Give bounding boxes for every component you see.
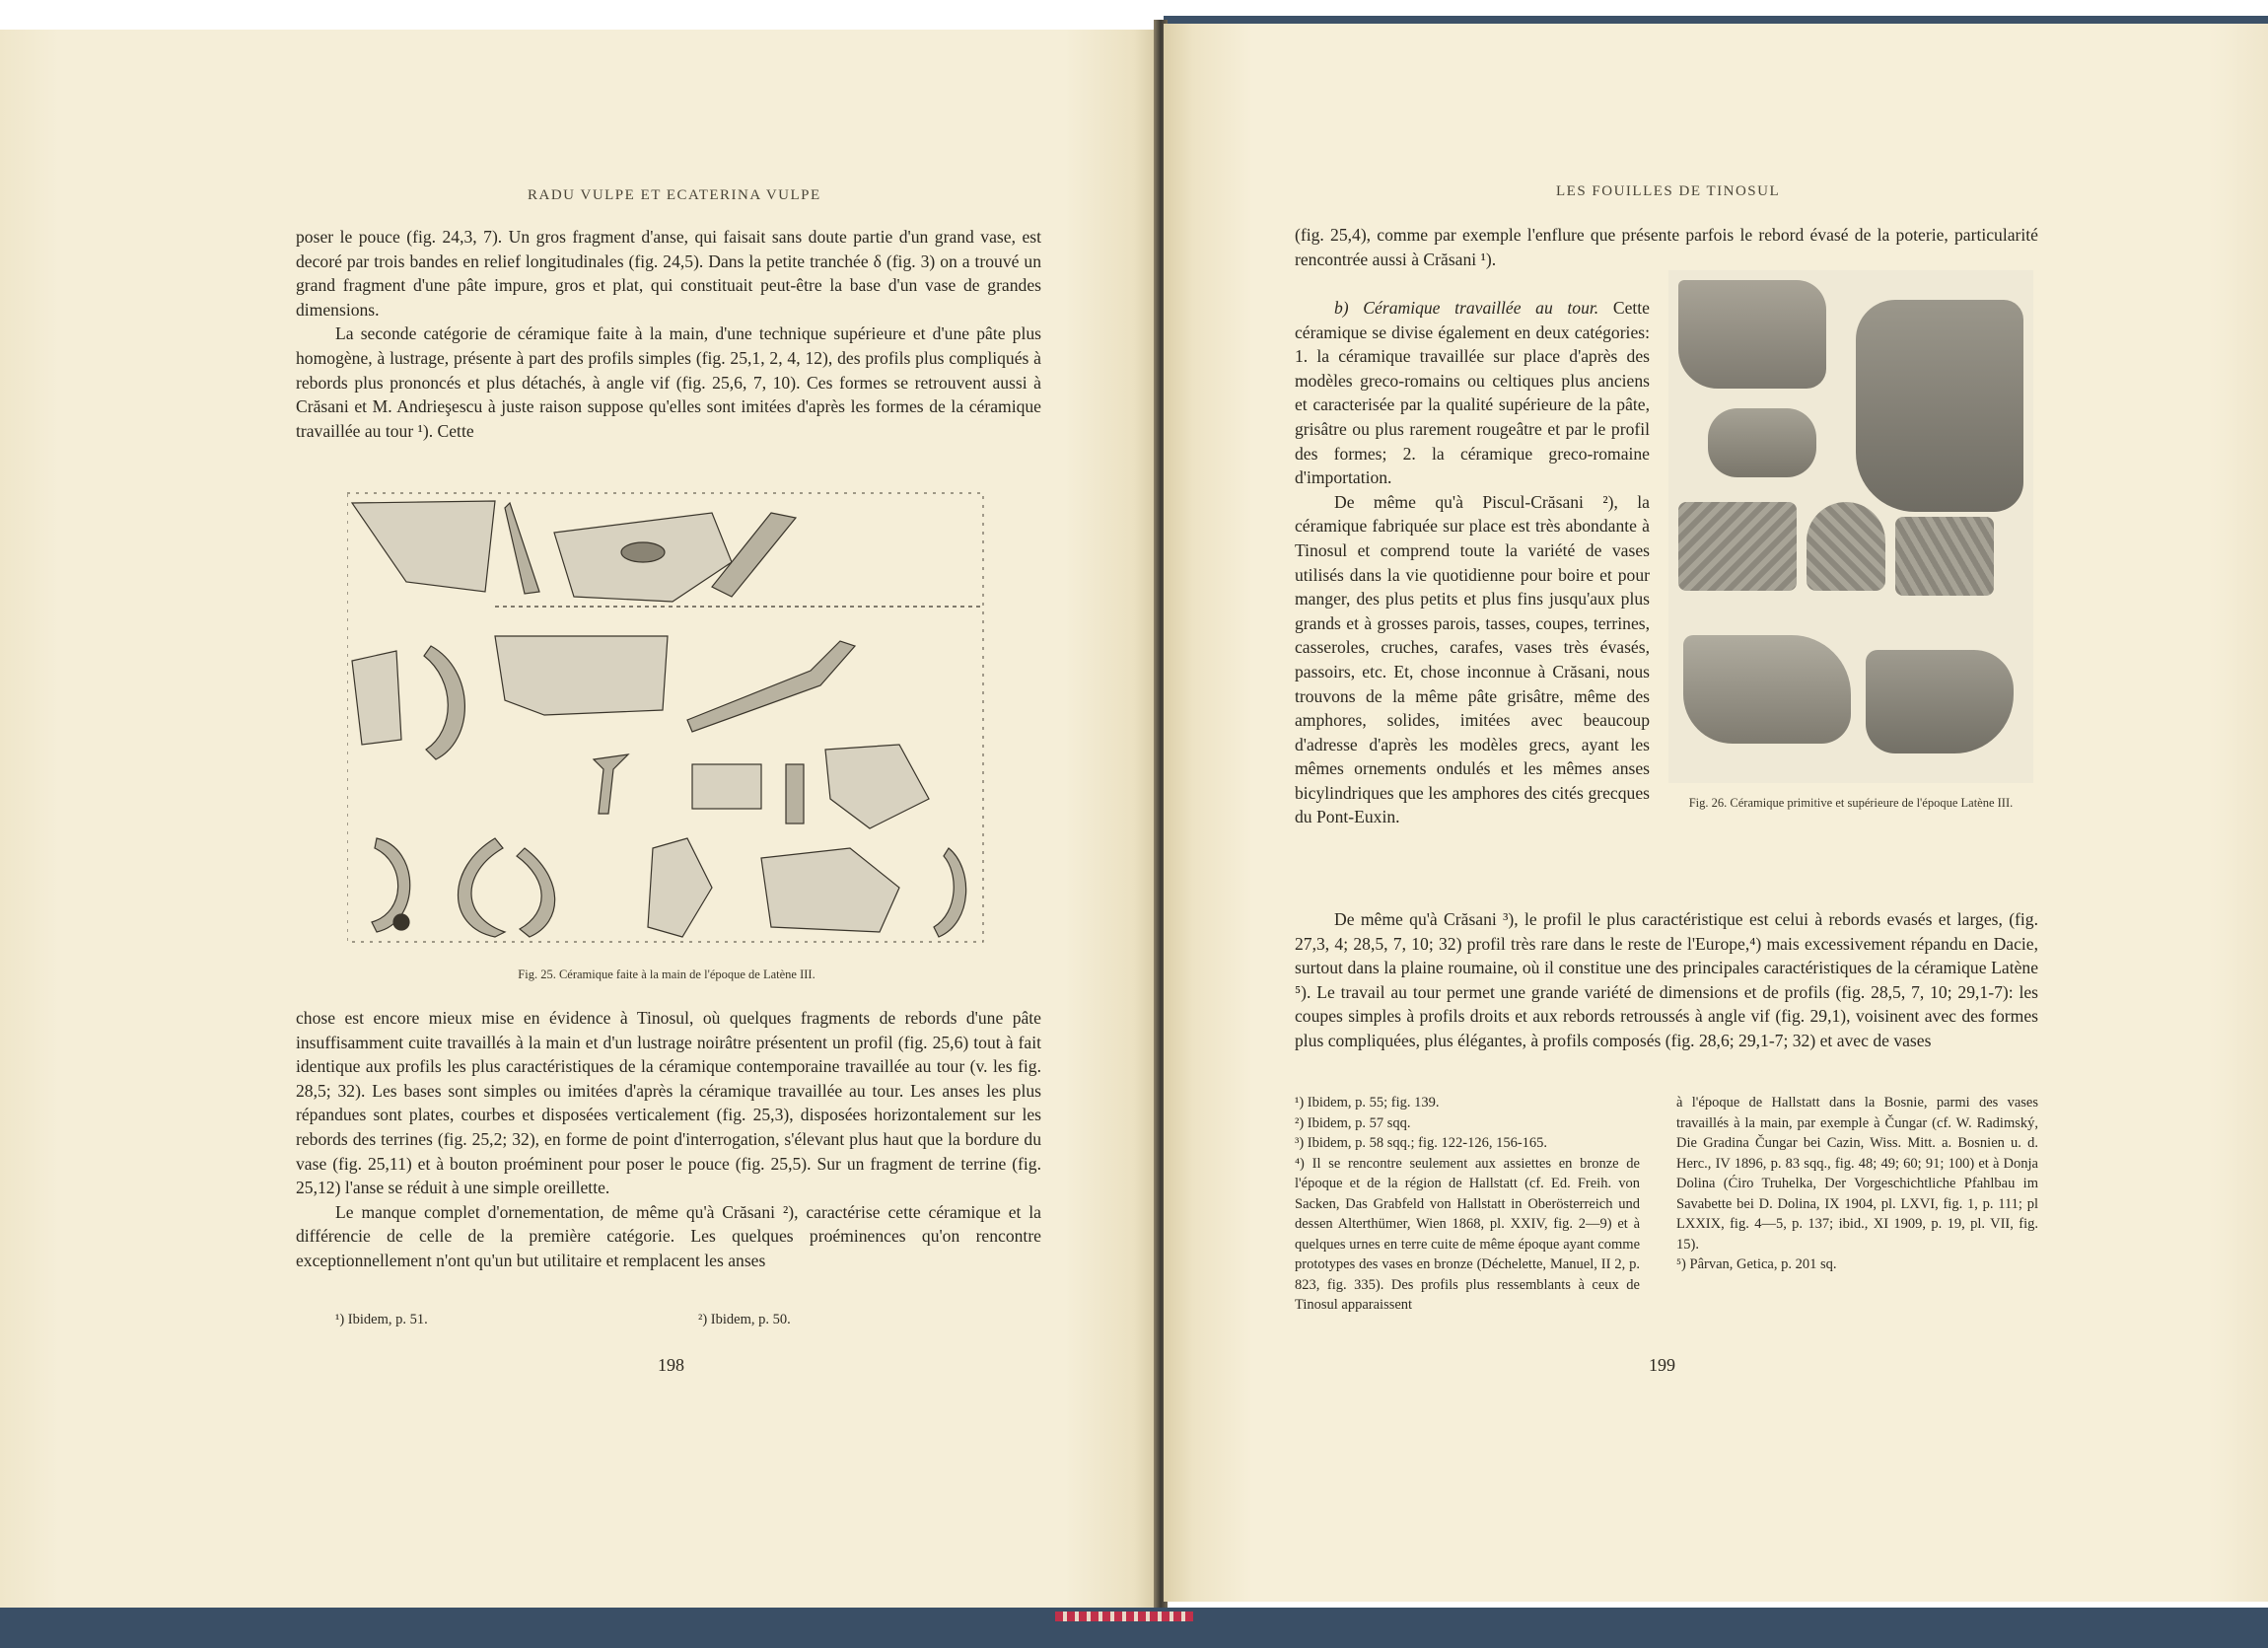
figure-26-sherd-5 xyxy=(1807,502,1885,591)
running-head-right: LES FOUILLES DE TINOSUL xyxy=(1556,183,1781,199)
figure-26-caption: Fig. 26. Céramique primitive et supérieure de l'époque Latène III. xyxy=(1688,796,2014,810)
section-b-title: b) Céramique travaillée au tour. xyxy=(1334,298,1599,318)
figure-26-sherd-4 xyxy=(1678,502,1797,591)
figure-26-sherd-3 xyxy=(1708,408,1816,477)
page-number-right: 199 xyxy=(1649,1355,1675,1375)
figure-26 xyxy=(1668,270,2033,783)
figure-26-sherd-7 xyxy=(1683,635,1851,744)
right-footnotes-column-1: ¹) Ibidem, p. 55; fig. 139. ²) Ibidem, p. 57 sqq. ³) Ibidem, p. 58 sqq.; fig. 122-126, 156-165. ⁴) Il se rencontre seulement aux assiettes en bronze de l'époque et de la région de Hallstatt (cf. Ed. Freih. von Sacken, Das Grabfeld von Hallstatt in Oberösterreich und dessen Alterthümer, Wien 1868, pl. XXIV, fig. 2—9) et à quelques urnes en terre cuite de même époque ayant comme prototypes des vases en bronze (Déchelette, Manuel, II 2, p. 823, fig. 335). Des profils plus ressemblants à ceux de Tinosul apparaissent xyxy=(1295,1095,1640,1313)
left-footnote-2: ²) Ibidem, p. 50. xyxy=(698,1312,791,1327)
left-paragraph-3: chose est encore mieux mise en évidence à Tinosul, où quelques fragments de rebords d'une pâte insuffisamment cuite travaillés à la main et d'un lustrage noirâtre présentent un profil (fig. 25,6) tout à fait identique aux profils les plus caractéristiques de la céramique contemporaine travaillée au tour (v. les fig. 28,5; 32). Les bases sont simples ou imitées d'après la céramique travaillée au tour. Les anses les plus répandues sont plates, courbes et disposées verticalement (fig. 25,3), disposées horizontalement sur les rebords des terrines (fig. 25,2; 32), en forme de point d'interrogation, s'élevant plus haut que la bordure du vase (fig. 25,11) et à bouton proéminent pour poser le pouce (fig. 25,5). Sur un fragment de terrine (fig. 25,12) l'anse se réduit à une simple oreillette. Le manque complet d'ornementation, de même qu'à Crăsani ²), caractérise cette céramique et la différencie de celle de la première catégorie. Les quelques proéminences qu'on rencontre exceptionnellement n'ont qu'un but utilitaire et remplacent les anses xyxy=(296,1008,1041,1270)
page-number-left: 198 xyxy=(658,1355,684,1375)
right-footnotes-column-2: à l'époque de Hallstatt dans la Bosnie, parmi des vases travaillés à la main, par exemple à Čungar (cf. W. Radimský, Die Gradina Čungar bei Cazin, Wiss. Mitt. a. Bosnien u. d. Herc., IV 1896, p. 83 sqq., fig. 48; 49; 60; 91; 100) et à Donja Dolina (Ćiro Truhelka, Der Vorgeschichtliche Pfahlbau im Savabette bei D. Dolina, IX 1904, pl. LXVI, fig. 1, p. 111; pl LXXIX, fig. 4—5, p. 137; ibid., XI 1909, p. 19, pl. VII, fig. 15). ⁵) Pârvan, Getica, p. 201 sq. xyxy=(1676,1095,2038,1272)
left-page xyxy=(0,30,1156,1608)
figure-26-sherd-2 xyxy=(1856,300,2023,512)
figure-26-sherd-6 xyxy=(1895,517,1994,596)
right-paragraph-top: (fig. 25,4), comme par exemple l'enflure que présente parfois le rebord évasé de la poterie, particularité rencontrée aussi à Crăsani ¹). xyxy=(1295,225,2038,269)
figure-25 xyxy=(347,473,986,947)
right-paragraph-d: De même qu'à Crăsani ³), le profil le plus caractéristique est celui à rebords evasés et larges, (fig. 27,3, 4; 28,5, 7, 10; 32) profil très rare dans le reste de l'Europe,⁴) mais excessivement répandu en Dacie, surtout dans la plaine roumaine, où il constitue une des principales caractéristiques de la céramique Latène ⁵). Le travail au tour permet une grande variété de dimensions et de profils (fig. 28,5, 7, 10; 29,1-7): les coupes simples à profils droits et aux rebords retroussés à angle vif (fig. 29,1), voisinent avec des formes plus compliquées, plus élégantes, à profils composés (fig. 28,6; 29,1-7; 32) et avec de vases xyxy=(1295,909,2038,1050)
figure-25-drawings xyxy=(347,473,986,947)
figure-26-sherd-8 xyxy=(1866,650,2014,753)
right-paragraph-b: b) Céramique travaillée au tour. Cette céramique se divise également en deux catégories: 1. la céramique travaillée sur place d'après des modèles greco-romains ou celtiques plus anciens et caracterisée par la qualité supérieure de la pâte, grisâtre ou plus rarement rougeâtre et par le profil des formes; 2. la céramique greco-romaine d'importation. De même qu'à Piscul-Crăsani ²), la céramique fabriquée sur place est très abondante à Tinosul et comprend toute la variété de vases utilisés dans la vie quotidienne pour boire et pour manger, des plus petits et plus fins jusqu'aux plus grands et à grosses parois, tasses, coupes, terrines, casseroles, cruches, carafes, vases très évasés, passoirs, etc. Et, chose inconnue à Crăsani, nous trouvons de la même pâte grisâtre, même des amphores, solides, imitées avec beaucoup d'adresse d'après les modèles grecs, ayant les mêmes ornements ondulés et les mêmes anses bicylindriques que les amphores des cités grecques du Pont-Euxin. xyxy=(1295,298,1650,827)
running-head-left: RADU VULPE ET ECATERINA VULPE xyxy=(528,187,821,203)
left-footnote-1: ¹) Ibidem, p. 51. xyxy=(335,1312,428,1327)
figure-26-sherd-1 xyxy=(1678,280,1826,389)
binding-stitch xyxy=(1055,1612,1193,1621)
left-paragraph-1: poser le pouce (fig. 24,3, 7). Un gros fragment d'anse, qui faisait sans doute partie d'un grand vase, est decoré par trois bandes en relief longitudinales (fig. 24,5). Dans la petite tranchée δ (fig. 3) on a trouvé un grand fragment d'une pâte impure, gros et plat, qui constituait peut-être la base d'un vase de grandes dimensions. La seconde catégorie de céramique faite à la main, d'une technique supérieure et d'une pâte plus homogène, à lustrage, présente à part des profils simples (fig. 25,1, 2, 4, 12), des profils plus compliqués à rebords plus prononcés et plus détachés, à angle vif (fig. 25,6, 7, 10). Ces formes se retrouvent aussi à Crăsani et M. Andrieşescu à juste raison suppose qu'elles sont imitées d'après les formes de la céramique travaillée au tour ¹). Cette xyxy=(296,227,1041,441)
figure-25-caption: Fig. 25. Céramique faite à la main de l'époque de Latène III. xyxy=(518,967,815,981)
right-page xyxy=(1164,24,2268,1602)
